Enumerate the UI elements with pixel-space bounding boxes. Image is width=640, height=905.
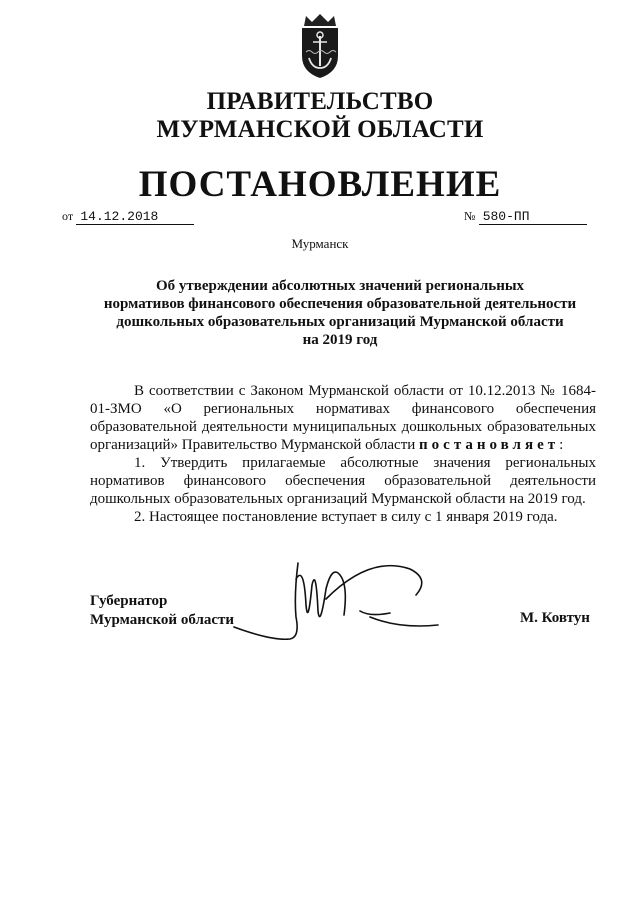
- signatory-title-line1: Губернатор: [90, 593, 168, 609]
- document-body: [90, 382, 596, 526]
- handwritten-signature: [220, 555, 450, 645]
- murmansk-coat-of-arms-icon: [296, 12, 344, 80]
- signatory-title: [90, 592, 234, 630]
- decree-word: постановляет: [419, 437, 560, 453]
- preamble-text: В соответствии с Законом Мурманской области от 10.12.2013 № 1684-01-ЗМО «О региональных нормативах финансового обеспечения образовательной деятельности муниципальных дошкольных образовательных организаций» Правительство Мурманской области: [90, 383, 596, 453]
- number-prefix: №: [464, 209, 476, 223]
- preamble-paragraph: [90, 382, 596, 454]
- signatory-name: М. Ковтун: [520, 610, 590, 626]
- document-type-title: ПОСТАНОВЛЕНИЕ: [138, 164, 502, 205]
- city-name: Мурманск: [291, 236, 349, 251]
- date-prefix: от: [62, 209, 74, 223]
- decree-colon: :: [559, 437, 564, 453]
- subject-line1: Об утверждении абсолютных значений региональных: [155, 278, 525, 294]
- document-subject: [80, 277, 600, 349]
- subject-line4: на 2019 год: [302, 332, 378, 348]
- subject-line3: дошкольных образовательных организаций Мурманской области: [116, 314, 564, 330]
- subject-line2: нормативов финансового обеспечения образовательной деятельности: [103, 296, 577, 312]
- signatory-title-line2: Мурманской области: [90, 612, 235, 628]
- item-2-paragraph: 2. Настоящее постановление вступает в силу с 1 января 2019 года.: [134, 509, 558, 525]
- organization-name-line2: МУРМАНСКОЙ ОБЛАСТИ: [156, 116, 484, 143]
- document-number: [464, 208, 587, 225]
- document-date: [62, 208, 194, 225]
- number-value: 580-ПП: [479, 210, 587, 225]
- organization-name-line1: ПРАВИТЕЛЬСТВО: [206, 88, 434, 115]
- item-1-paragraph: 1. Утвердить прилагаемые абсолютные значения региональных нормативов финансового обеспечения образовательной деятельности дошкольных образовательных организаций Мурманской области на 2019 год.: [90, 455, 596, 507]
- date-value: 14.12.2018: [76, 210, 194, 225]
